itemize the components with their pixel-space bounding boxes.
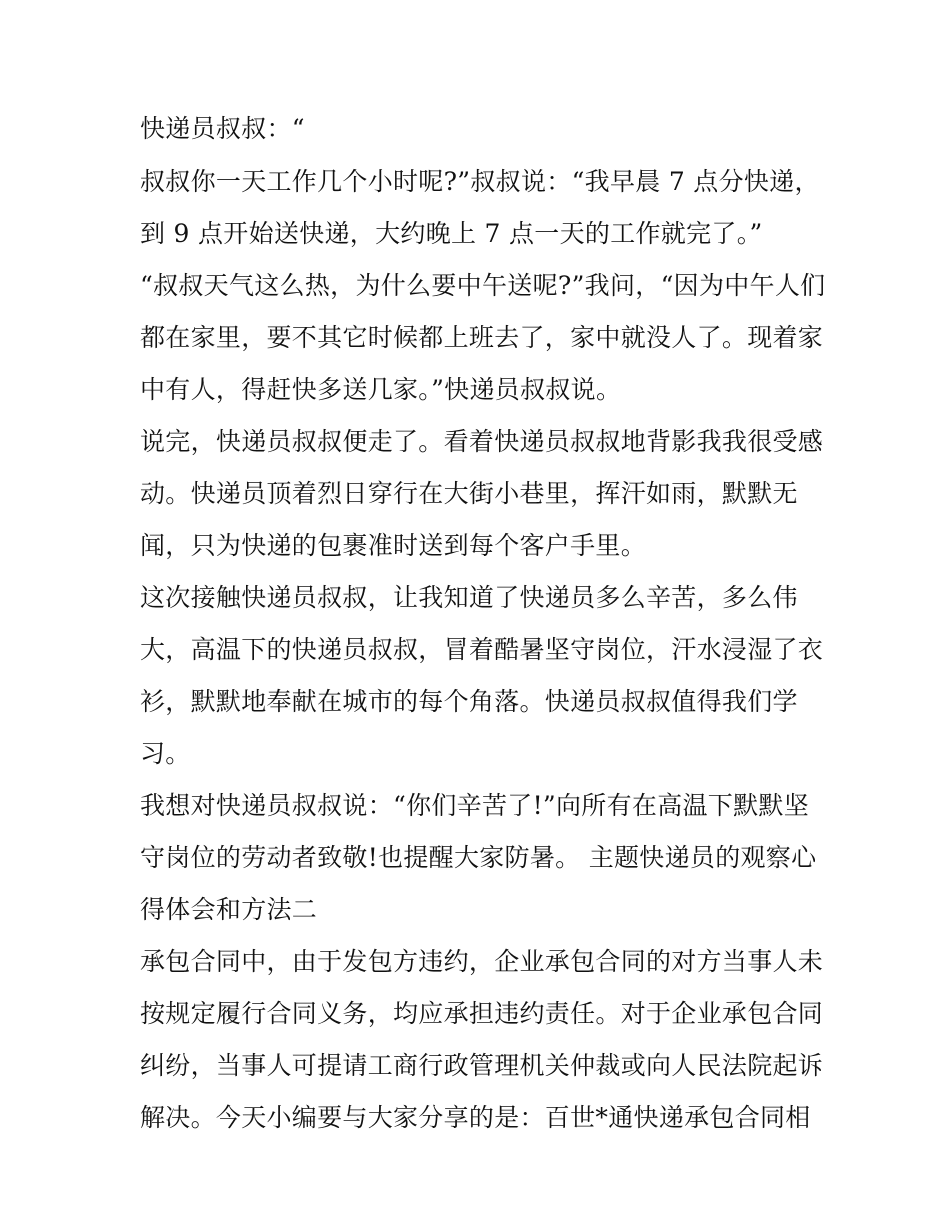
text-line: 解决。今天小编要与大家分享的是：百世*通快递承包合同相 [140, 1103, 811, 1132]
text-line: 到 9 点开始送快递，大约晚上 7 点一天的工作就完了。” [140, 219, 763, 248]
text-line: 守岗位的劳动者致敬!也提醒大家防暑。 主题快递员的观察心 [140, 843, 817, 872]
text-line: 我想对快递员叔叔说：“你们辛苦了!”向所有在高温下默默坚 [140, 791, 810, 820]
text-line: 都在家里，要不其它时候都上班去了，家中就没人了。现着家 [140, 323, 824, 352]
text-line: 闻，只为快递的包裹准时送到每个客户手里。 [140, 531, 647, 560]
text-line: 纠纷，当事人可提请工商行政管理机关仲裁或向人民法院起诉 [140, 1051, 824, 1080]
text-line: 说完，快递员叔叔便走了。看着快递员叔叔地背影我我很受感 [140, 427, 824, 456]
text-line: “叔叔天气这么热，为什么要中午送呢?”我问，“因为中午人们 [140, 271, 826, 300]
text-line: 叔叔你一天工作几个小时呢?”叔叔说：“我早晨 7 点分快递， [140, 167, 820, 196]
document-body [140, 110, 826, 1137]
text-line: 承包合同中，由于发包方违约，企业承包合同的对方当事人未 [140, 947, 824, 976]
text-line: 动。快递员顶着烈日穿行在大街小巷里，挥汗如雨，默默无 [140, 479, 798, 508]
text-line: 快递员叔叔：“ [140, 114, 305, 143]
text-line: 大，高温下的快递员叔叔，冒着酷暑坚守岗位，汗水浸湿了衣 [140, 635, 824, 664]
text-line: 得体会和方法二 [140, 895, 318, 924]
text-line: 中有人，得赶快多送几家。”快递员叔叔说。 [140, 375, 622, 404]
text-line: 习。 [140, 739, 191, 768]
text-line: 按规定履行合同义务，均应承担违约责任。对于企业承包合同 [140, 999, 824, 1028]
text-line: 衫，默默地奉献在城市的每个角落。快递员叔叔值得我们学 [140, 687, 798, 716]
text-line: 这次接触快递员叔叔，让我知道了快递员多么辛苦，多么伟 [140, 583, 798, 612]
